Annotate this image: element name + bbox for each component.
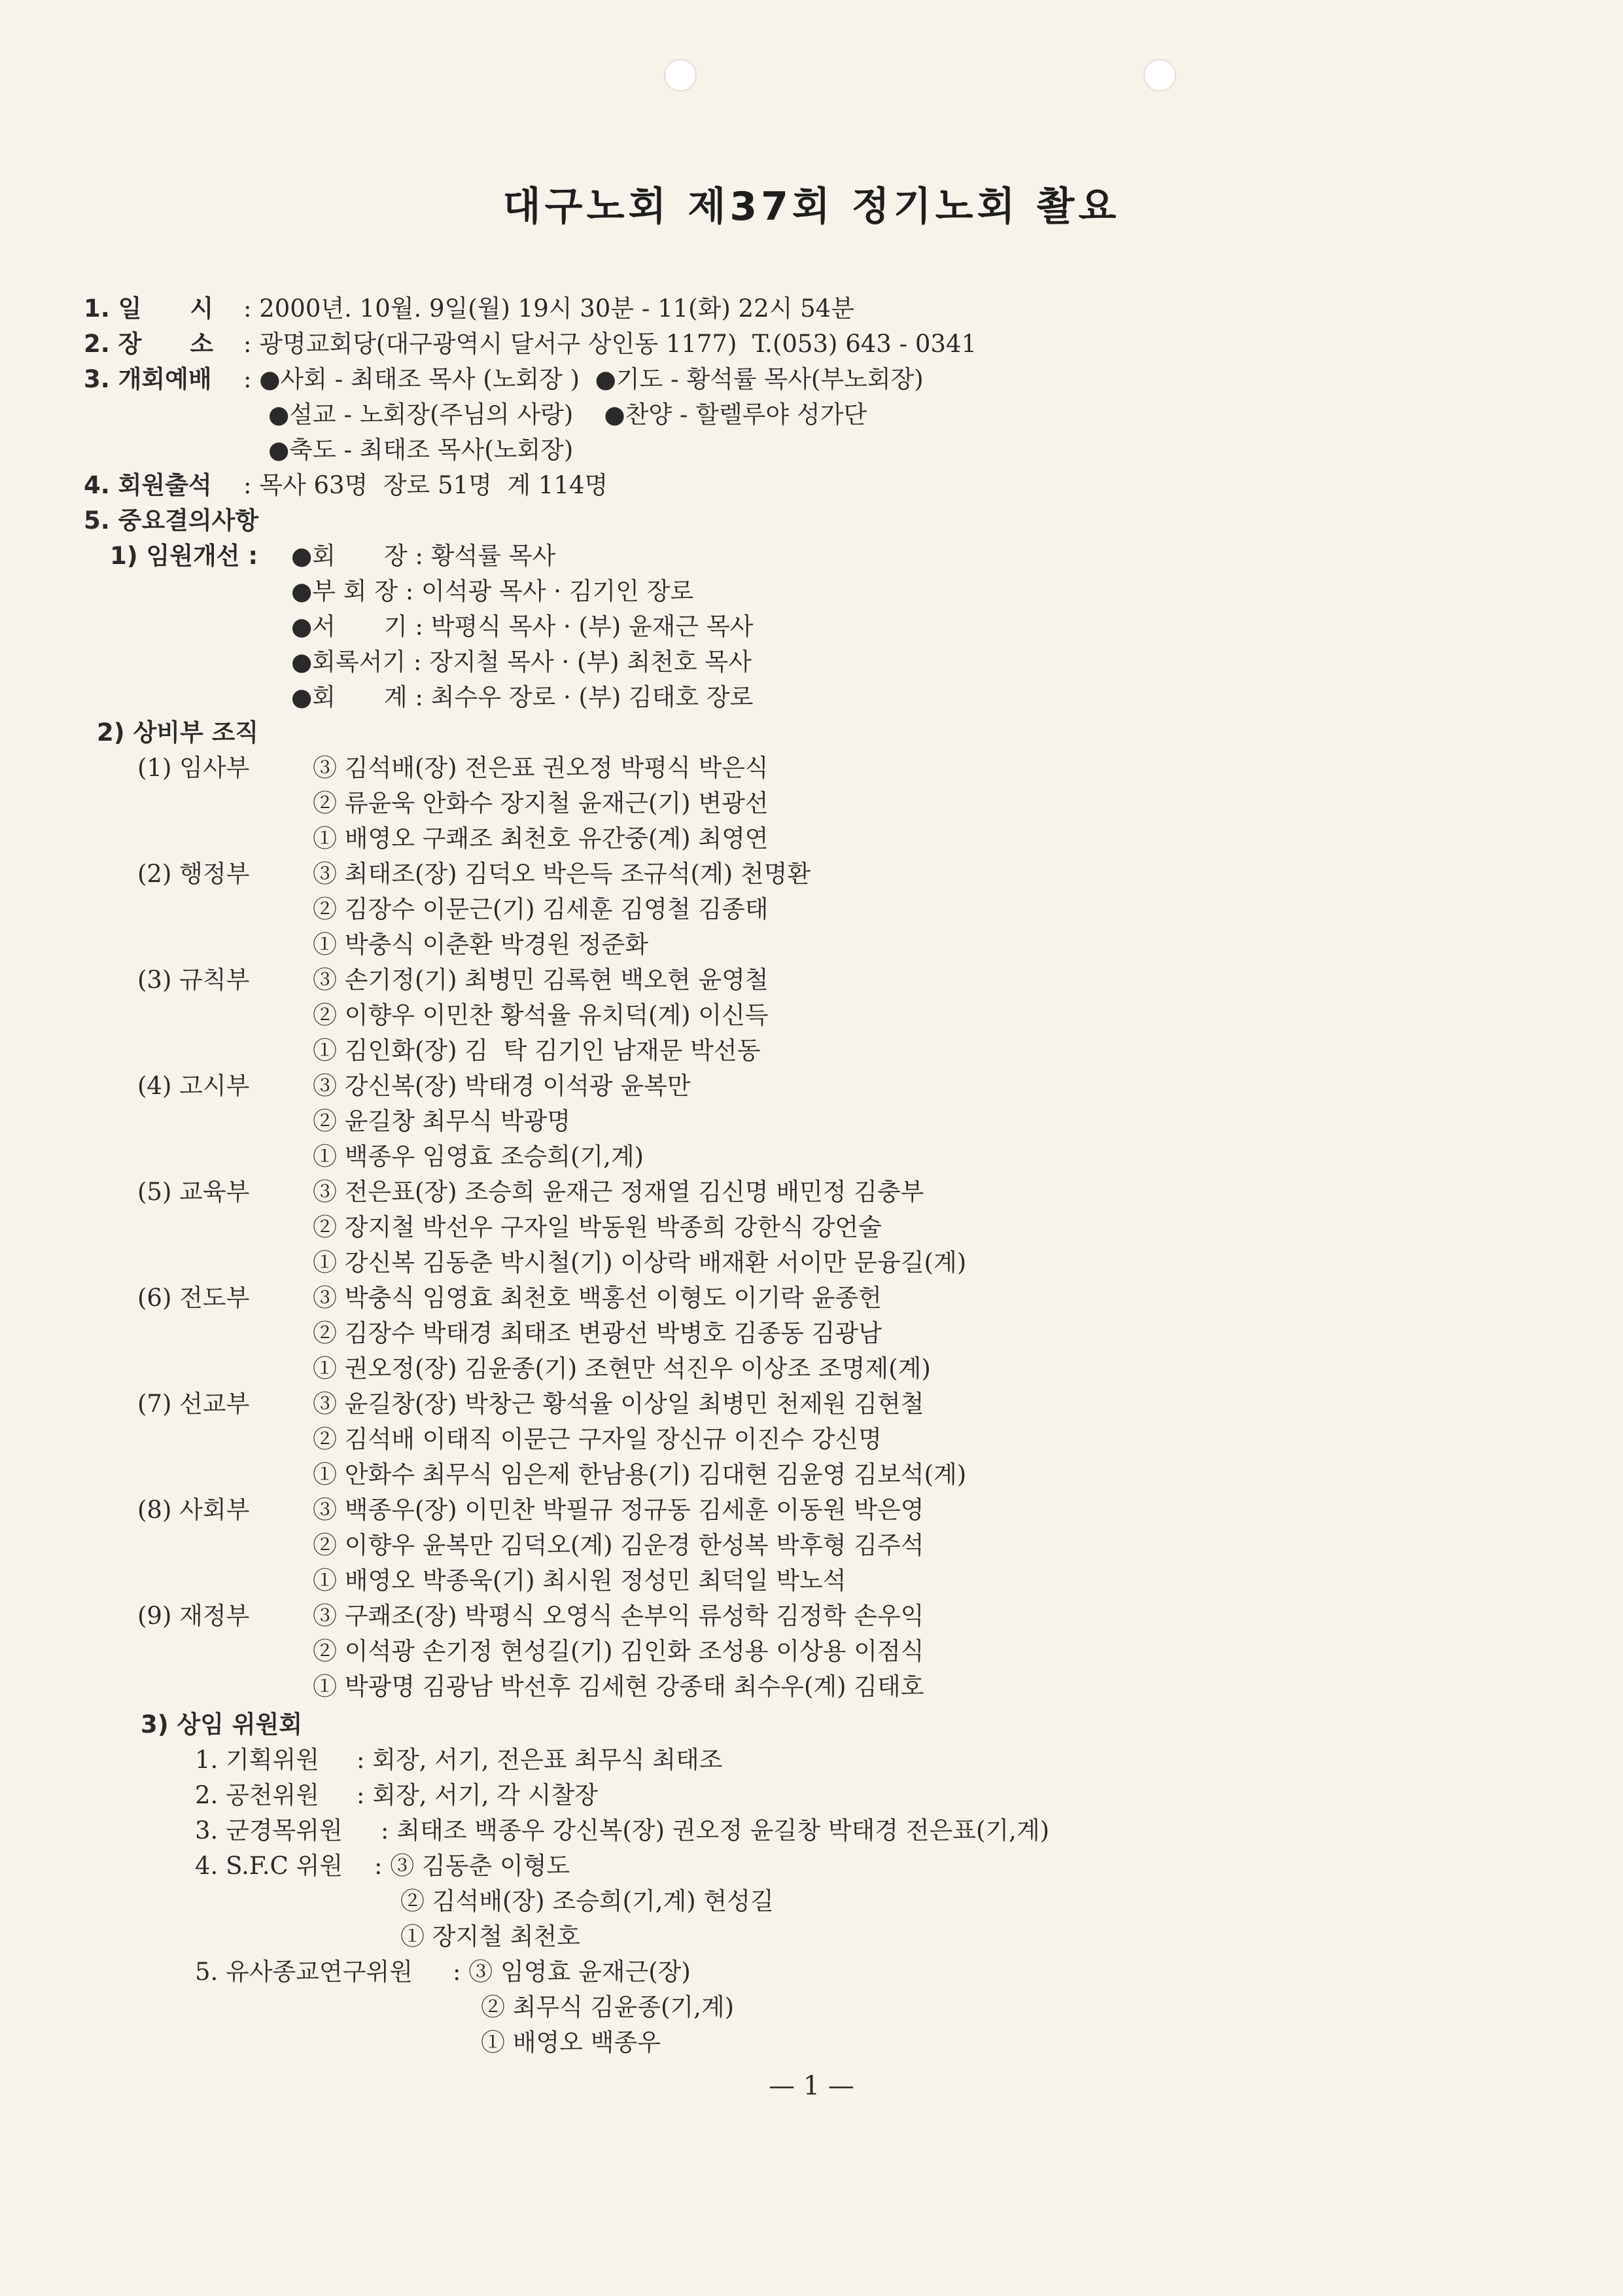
- committee-label: 1. 기획위원: [195, 1746, 320, 1774]
- committee-row: ① 장지철 최천호: [400, 1922, 580, 1951]
- department-row: ③ 백종우(장) 이민찬 박필규 정규동 김세훈 이동원 박은영: [313, 1496, 924, 1524]
- date-value: : 2000년. 10월. 9일(월) 19시 30분 - 11(화) 22시 54분: [243, 294, 854, 323]
- page-number: — 1 —: [769, 2071, 854, 2101]
- department-row: ③ 전은표(장) 조승희 윤재근 정재열 김신명 배민정 김충부: [313, 1178, 924, 1206]
- worship-line: ●축도 - 최태조 목사(노회장): [268, 436, 574, 464]
- department-row: ③ 박충식 임영효 최천호 백홍선 이형도 이기락 윤종헌: [313, 1284, 882, 1312]
- officers-heading: 1) 임원개선 :: [110, 542, 258, 570]
- department-row: ② 김석배 이태직 이문근 구자일 장신규 이진수 강신명: [313, 1425, 882, 1453]
- department-name: (8) 사회부: [137, 1496, 250, 1524]
- department-name: (6) 전도부: [137, 1284, 250, 1312]
- officer-line: ●서 기 : 박평식 목사 · (부) 윤재근 목사: [291, 612, 754, 641]
- department-row: ② 윤길창 최무식 박광명: [313, 1107, 570, 1135]
- department-row: ② 이향우 이민찬 황석율 유치덕(계) 이신득: [313, 1001, 769, 1029]
- department-row: ① 배영오 구쾌조 최천호 유간중(계) 최영연: [313, 824, 769, 853]
- department-row: ② 류윤욱 안화수 장지철 윤재근(기) 변광선: [313, 789, 769, 817]
- officer-line: ●회 장 : 황석률 목사: [291, 542, 556, 570]
- department-row: ③ 윤길창(장) 박창근 황석율 이상일 최병민 천제원 김현철: [313, 1390, 924, 1418]
- department-name: (9) 재정부: [137, 1602, 250, 1630]
- department-row: ③ 손기정(기) 최병민 김록현 백오현 윤영철: [313, 966, 769, 994]
- committee-label: 2. 공천위원: [195, 1781, 320, 1809]
- department-row: ① 김인화(장) 김 탁 김기인 남재문 박선동: [313, 1036, 761, 1065]
- committee-row: : 회장, 서기, 전은표 최무식 최태조: [357, 1746, 723, 1774]
- department-row: ② 장지철 박선우 구자일 박동원 박종희 강한식 강언술: [313, 1213, 882, 1241]
- attendance-value: : 목사 63명 장로 51명 계 114명: [243, 471, 608, 499]
- department-name: (2) 행정부: [137, 860, 250, 888]
- committee-label: 4. S.F.C 위원: [195, 1852, 343, 1880]
- department-row: ① 박충식 이춘환 박경원 정준화: [313, 930, 648, 959]
- officer-line: ●회 계 : 최수우 장로 · (부) 김태호 장로: [291, 683, 754, 711]
- committee-row: : ③ 임영효 윤재근(장): [453, 1958, 691, 1986]
- place-value: : 광명교회당(대구광역시 달서구 상인동 1177) T.(053) 643 - 0341: [243, 330, 977, 358]
- department-row: ③ 최태조(장) 김덕오 박은득 조규석(계) 천명환: [313, 860, 811, 888]
- document-title: 대구노회 제37회 정기노회 촬요: [502, 184, 1121, 230]
- department-row: ① 박광명 김광남 박선후 김세현 강종태 최수우(계) 김태호: [313, 1672, 924, 1701]
- department-name: (3) 규칙부: [137, 966, 250, 994]
- department-row: ② 김장수 이문근(기) 김세훈 김영철 김종태: [313, 895, 769, 923]
- committee-label: 3. 군경목위원: [195, 1816, 343, 1845]
- committee-row: ① 배영오 백종우: [481, 2028, 661, 2057]
- department-name: (1) 임사부: [137, 754, 250, 782]
- committee-label: 5. 유사종교연구위원: [195, 1958, 413, 1986]
- department-row: ① 안화수 최무식 임은제 한남용(기) 김대현 김윤영 김보석(계): [313, 1460, 967, 1489]
- department-row: ① 강신복 김동춘 박시철(기) 이상락 배재환 서이만 문융길(계): [313, 1248, 967, 1277]
- attendance-label: 4. 회원출석: [84, 471, 212, 499]
- committee-heading: 3) 상임 위원회: [141, 1710, 303, 1739]
- department-row: ② 김장수 박태경 최태조 변광선 박병호 김종동 김광남: [313, 1319, 882, 1347]
- section5-heading: 5. 중요결의사항: [84, 506, 259, 535]
- department-row: ① 백종우 임영효 조승희(기,계): [313, 1142, 644, 1171]
- committee-row: : 회장, 서기, 각 시찰장: [357, 1781, 598, 1809]
- department-row: ② 이석광 손기정 현성길(기) 김인화 조성용 이상용 이점식: [313, 1637, 924, 1665]
- standing-heading: 2) 상비부 조직: [97, 718, 259, 747]
- committee-row: : 최태조 백종우 강신복(장) 권오정 윤길창 박태경 전은표(기,계): [381, 1816, 1050, 1845]
- committee-row: : ③ 김동춘 이형도: [374, 1852, 570, 1880]
- worship-line: ●설교 - 노회장(주님의 사랑) ●찬양 - 할렐루야 성가단: [268, 400, 867, 429]
- department-name: (5) 교육부: [137, 1178, 250, 1206]
- worship-label: 3. 개회예배: [84, 365, 212, 393]
- date-label: 1. 일 시: [84, 294, 214, 323]
- department-row: ① 권오정(장) 김윤종(기) 조현만 석진우 이상조 조명제(계): [313, 1354, 931, 1383]
- worship-value: : ●사회 - 최태조 목사 (노회장 ) ●기도 - 황석률 목사(부노회장): [243, 365, 924, 393]
- department-row: ③ 김석배(장) 전은표 권오정 박평식 박은식: [313, 754, 769, 782]
- officer-line: ●부 회 장 : 이석광 목사 · 김기인 장로: [291, 577, 694, 605]
- department-row: ③ 구쾌조(장) 박평식 오영식 손부익 류성학 김정학 손우익: [313, 1602, 924, 1630]
- committee-row: ② 최무식 김윤종(기,계): [481, 1993, 735, 2021]
- committee-row: ② 김석배(장) 조승희(기,계) 현성길: [400, 1887, 774, 1915]
- place-label: 2. 장 소: [84, 330, 214, 358]
- department-row: ① 배영오 박종욱(기) 최시원 정성민 최덕일 박노석: [313, 1566, 846, 1595]
- department-name: (7) 선교부: [137, 1390, 250, 1418]
- officer-line: ●회록서기 : 장지철 목사 · (부) 최천호 목사: [291, 648, 752, 676]
- department-row: ③ 강신복(장) 박태경 이석광 윤복만: [313, 1072, 691, 1100]
- department-name: (4) 고시부: [137, 1072, 250, 1100]
- department-row: ② 이향우 윤복만 김덕오(계) 김운경 한성복 박후형 김주석: [313, 1531, 924, 1559]
